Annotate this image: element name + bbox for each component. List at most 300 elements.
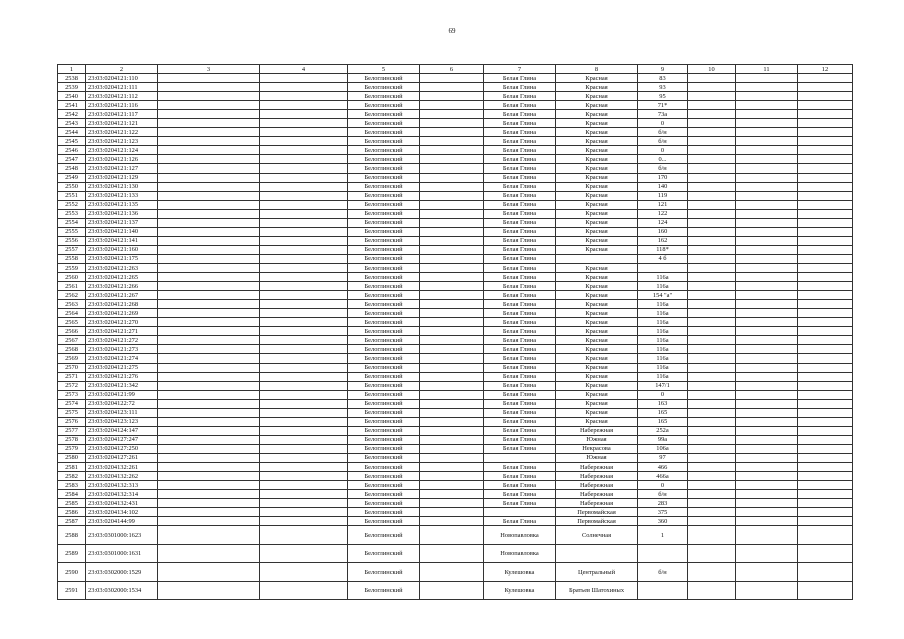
empty-cell-3 [158,463,260,472]
row-number: 2580 [58,453,86,462]
empty-cell-6 [420,263,484,272]
cadastral-number: 23:03:0204121:117 [86,110,158,119]
empty-cell-6 [420,472,484,481]
empty-cell-4 [260,372,348,381]
locality-name: Белая Глина [484,417,556,426]
empty-cell-12 [798,372,853,381]
cadastral-number: 23:03:0204121:112 [86,92,158,101]
house-number: б/н [638,164,688,173]
table-row [58,517,853,526]
locality-name: Белая Глина [484,83,556,92]
street-name: Набережная [556,426,638,435]
empty-cell-6 [420,227,484,236]
empty-cell-4 [260,200,348,209]
empty-cell-3 [158,481,260,490]
district-name: Белоглинский [348,463,420,472]
empty-cell-10 [688,273,736,282]
locality-name: Белая Глина [484,137,556,146]
row-number: 2553 [58,209,86,218]
street-name: Красная [556,408,638,417]
row-number: 2539 [58,83,86,92]
empty-cell-6 [420,544,484,563]
empty-cell-10 [688,300,736,309]
house-number: 116а [638,345,688,354]
empty-cell-11 [736,146,798,155]
empty-cell-10 [688,83,736,92]
empty-cell-3 [158,309,260,318]
locality-name: Белая Глина [484,200,556,209]
table-row [58,227,853,236]
district-name: Белоглинский [348,164,420,173]
house-number: 165 [638,417,688,426]
row-number: 2565 [58,318,86,327]
empty-cell-4 [260,173,348,182]
empty-cell-11 [736,309,798,318]
row-number: 2576 [58,417,86,426]
locality-name: Белая Глина [484,408,556,417]
empty-cell-6 [420,273,484,282]
empty-cell-12 [798,137,853,146]
empty-cell-11 [736,245,798,254]
empty-cell-12 [798,390,853,399]
district-name: Белоглинский [348,137,420,146]
empty-cell-4 [260,581,348,600]
table-row [58,345,853,354]
empty-cell-10 [688,417,736,426]
cadastral-number: 23:03:0204121:267 [86,291,158,300]
district-name: Белоглинский [348,254,420,263]
house-number: 122 [638,209,688,218]
empty-cell-4 [260,318,348,327]
empty-cell-6 [420,282,484,291]
street-name: Красная [556,191,638,200]
locality-name: Новопавловка [484,544,556,563]
row-number: 2544 [58,128,86,137]
district-name: Белоглинский [348,363,420,372]
empty-cell-11 [736,517,798,526]
empty-cell-10 [688,191,736,200]
district-name: Белоглинский [348,544,420,563]
row-number: 2560 [58,273,86,282]
street-name: Красная [556,119,638,128]
empty-cell-4 [260,517,348,526]
empty-cell-12 [798,92,853,101]
row-number: 2588 [58,526,86,545]
street-name: Красная [556,74,638,83]
column-number: 2 [86,65,158,74]
row-number: 2573 [58,390,86,399]
locality-name: Белая Глина [484,499,556,508]
row-number: 2584 [58,490,86,499]
district-name: Белоглинский [348,472,420,481]
empty-cell-4 [260,119,348,128]
empty-cell-12 [798,110,853,119]
empty-cell-6 [420,137,484,146]
empty-cell-6 [420,74,484,83]
empty-cell-12 [798,354,853,363]
empty-cell-12 [798,499,853,508]
district-name: Белоглинский [348,245,420,254]
empty-cell-12 [798,508,853,517]
empty-cell-6 [420,200,484,209]
empty-cell-10 [688,164,736,173]
cadastral-number: 23:03:0204121:116 [86,101,158,110]
empty-cell-3 [158,110,260,119]
empty-cell-3 [158,417,260,426]
empty-cell-12 [798,218,853,227]
empty-cell-6 [420,119,484,128]
empty-cell-10 [688,435,736,444]
empty-cell-4 [260,164,348,173]
table-row [58,544,853,563]
house-number: 163 [638,399,688,408]
empty-cell-10 [688,408,736,417]
locality-name: Белая Глина [484,399,556,408]
empty-cell-11 [736,499,798,508]
empty-cell-10 [688,128,736,137]
column-number: 7 [484,65,556,74]
house-number: 360 [638,517,688,526]
street-name: Красная [556,336,638,345]
street-name: Набережная [556,463,638,472]
empty-cell-11 [736,399,798,408]
district-name: Белоглинский [348,74,420,83]
empty-cell-10 [688,245,736,254]
table-row [58,191,853,200]
empty-cell-6 [420,291,484,300]
cadastral-number: 23:03:0204121:127 [86,164,158,173]
street-name: Красная [556,146,638,155]
empty-cell-6 [420,110,484,119]
street-name: Красная [556,236,638,245]
empty-cell-11 [736,254,798,263]
table-row [58,74,853,83]
empty-cell-6 [420,581,484,600]
empty-cell-4 [260,345,348,354]
cadastral-number: 23:03:0301000:1623 [86,526,158,545]
row-number: 2546 [58,146,86,155]
table-row [58,499,853,508]
district-name: Белоглинский [348,417,420,426]
street-name: Красная [556,227,638,236]
district-name: Белоглинский [348,318,420,327]
district-name: Белоглинский [348,128,420,137]
row-number: 2566 [58,327,86,336]
district-name: Белоглинский [348,381,420,390]
house-number: 116а [638,273,688,282]
row-number: 2549 [58,173,86,182]
house-number: б/н [638,490,688,499]
district-name: Белоглинский [348,435,420,444]
locality-name [484,453,556,462]
cadastral-number: 23:03:0204121:270 [86,318,158,327]
empty-cell-12 [798,563,853,582]
empty-cell-4 [260,453,348,462]
empty-cell-12 [798,318,853,327]
empty-cell-4 [260,155,348,164]
empty-cell-4 [260,363,348,372]
locality-name: Белая Глина [484,300,556,309]
empty-cell-12 [798,146,853,155]
cadastral-number: 23:03:0204123:111 [86,408,158,417]
district-name: Белоглинский [348,426,420,435]
district-name: Белоглинский [348,227,420,236]
empty-cell-3 [158,581,260,600]
empty-cell-10 [688,372,736,381]
empty-cell-3 [158,273,260,282]
cadastral-number: 23:03:0204134:102 [86,508,158,517]
column-number: 10 [688,65,736,74]
empty-cell-6 [420,372,484,381]
street-name [556,254,638,263]
cadastral-number: 23:03:0204121:275 [86,363,158,372]
empty-cell-11 [736,563,798,582]
empty-cell-4 [260,209,348,218]
empty-cell-6 [420,191,484,200]
cadastral-number: 23:03:0204121:263 [86,263,158,272]
empty-cell-11 [736,282,798,291]
empty-cell-12 [798,444,853,453]
locality-name: Белая Глина [484,282,556,291]
cadastral-number: 23:03:0204121:126 [86,155,158,164]
empty-cell-11 [736,381,798,390]
empty-cell-4 [260,327,348,336]
empty-cell-3 [158,282,260,291]
empty-cell-12 [798,381,853,390]
street-name: Братьев Шатохиных [556,581,638,600]
empty-cell-4 [260,435,348,444]
house-number: 116а [638,354,688,363]
empty-cell-11 [736,263,798,272]
empty-cell-3 [158,318,260,327]
cadastral-number: 23:03:0204124:147 [86,426,158,435]
empty-cell-3 [158,444,260,453]
street-name: Южная [556,453,638,462]
empty-cell-3 [158,526,260,545]
locality-name: Белая Глина [484,101,556,110]
district-name: Белоглинский [348,155,420,164]
empty-cell-4 [260,92,348,101]
row-number: 2540 [58,92,86,101]
empty-cell-12 [798,327,853,336]
house-number: 466 [638,463,688,472]
empty-cell-10 [688,254,736,263]
empty-cell-3 [158,435,260,444]
row-number: 2547 [58,155,86,164]
district-name: Белоглинский [348,282,420,291]
locality-name: Белая Глина [484,426,556,435]
table-row [58,218,853,227]
empty-cell-6 [420,245,484,254]
locality-name: Белая Глина [484,345,556,354]
district-name: Белоглинский [348,499,420,508]
table-row [58,282,853,291]
empty-cell-4 [260,354,348,363]
empty-cell-3 [158,146,260,155]
cadastral-number: 23:03:0204127:250 [86,444,158,453]
empty-cell-10 [688,137,736,146]
empty-cell-11 [736,426,798,435]
row-number: 2569 [58,354,86,363]
locality-name: Белая Глина [484,363,556,372]
district-name: Белоглинский [348,146,420,155]
house-number: 165 [638,408,688,417]
locality-name: Белая Глина [484,381,556,390]
locality-name: Новопавловка [484,526,556,545]
empty-cell-3 [158,182,260,191]
locality-name: Кулешовка [484,581,556,600]
row-number: 2551 [58,191,86,200]
cadastral-number: 23:03:0204132:313 [86,481,158,490]
empty-cell-10 [688,499,736,508]
table-row [58,309,853,318]
house-number: 116а [638,309,688,318]
table-row [58,363,853,372]
empty-cell-6 [420,128,484,137]
house-number: 83 [638,74,688,83]
empty-cell-6 [420,490,484,499]
empty-cell-6 [420,101,484,110]
street-name: Красная [556,182,638,191]
street-name: Красная [556,399,638,408]
empty-cell-6 [420,254,484,263]
row-number: 2582 [58,472,86,481]
empty-cell-6 [420,417,484,426]
table-row [58,581,853,600]
cadastral-number: 23:03:0204132:431 [86,499,158,508]
cadastral-number: 23:03:0204132:261 [86,463,158,472]
empty-cell-12 [798,182,853,191]
empty-cell-3 [158,345,260,354]
table-row [58,236,853,245]
empty-cell-4 [260,544,348,563]
house-number: б/н [638,137,688,146]
cadastral-number: 23:03:0204121:141 [86,236,158,245]
empty-cell-11 [736,300,798,309]
house-number: 97 [638,453,688,462]
house-number: 147/1 [638,381,688,390]
table-row [58,101,853,110]
empty-cell-10 [688,453,736,462]
table-row [58,263,853,272]
cadastral-number: 23:03:0204127:261 [86,453,158,462]
row-number: 2568 [58,345,86,354]
empty-cell-10 [688,236,736,245]
empty-cell-3 [158,363,260,372]
empty-cell-6 [420,336,484,345]
empty-cell-11 [736,209,798,218]
empty-cell-3 [158,499,260,508]
empty-cell-11 [736,581,798,600]
empty-cell-12 [798,263,853,272]
house-number: 118* [638,245,688,254]
empty-cell-10 [688,581,736,600]
cadastral-number: 23:03:0204132:262 [86,472,158,481]
table-row [58,472,853,481]
cadastral-number: 23:03:0204121:276 [86,372,158,381]
empty-cell-10 [688,101,736,110]
district-name: Белоглинский [348,83,420,92]
house-number: 116а [638,327,688,336]
empty-cell-3 [158,209,260,218]
row-number: 2581 [58,463,86,472]
empty-cell-3 [158,227,260,236]
empty-cell-12 [798,74,853,83]
street-name: Красная [556,200,638,209]
table-row [58,481,853,490]
empty-cell-10 [688,444,736,453]
empty-cell-4 [260,426,348,435]
house-number: 116а [638,372,688,381]
empty-cell-11 [736,508,798,517]
header-row [58,65,853,74]
house-number: 4 б [638,254,688,263]
row-number: 2589 [58,544,86,563]
district-name: Белоглинский [348,191,420,200]
cadastral-number: 23:03:0204121:265 [86,273,158,282]
empty-cell-6 [420,453,484,462]
table-row [58,137,853,146]
locality-name: Белая Глина [484,191,556,200]
empty-cell-11 [736,164,798,173]
district-name: Белоглинский [348,581,420,600]
empty-cell-3 [158,101,260,110]
street-name: Красная [556,354,638,363]
empty-cell-4 [260,381,348,390]
cadastral-number: 23:03:0204121:342 [86,381,158,390]
empty-cell-4 [260,137,348,146]
district-name: Белоглинский [348,218,420,227]
house-number: б/н [638,563,688,582]
empty-cell-3 [158,563,260,582]
house-number: 252а [638,426,688,435]
empty-cell-3 [158,254,260,263]
house-number: 0... [638,155,688,164]
empty-cell-11 [736,227,798,236]
empty-cell-4 [260,128,348,137]
empty-cell-4 [260,227,348,236]
locality-name [484,508,556,517]
street-name: Красная [556,417,638,426]
table-row [58,291,853,300]
row-number: 2542 [58,110,86,119]
empty-cell-4 [260,463,348,472]
street-name: Красная [556,164,638,173]
cadastral-number: 23:03:0204121:124 [86,146,158,155]
district-name: Белоглинский [348,517,420,526]
street-name: Красная [556,101,638,110]
house-number [638,544,688,563]
table-row [58,526,853,545]
empty-cell-6 [420,508,484,517]
house-number: 140 [638,182,688,191]
empty-cell-4 [260,408,348,417]
row-number: 2591 [58,581,86,600]
street-name: Центральный [556,563,638,582]
empty-cell-11 [736,273,798,282]
empty-cell-11 [736,472,798,481]
row-number: 2538 [58,74,86,83]
table-row [58,273,853,282]
empty-cell-10 [688,92,736,101]
district-name: Белоглинский [348,408,420,417]
street-name: Красная [556,282,638,291]
empty-cell-4 [260,263,348,272]
house-number: б/н [638,128,688,137]
house-number: 154 "а" [638,291,688,300]
empty-cell-3 [158,490,260,499]
cadastral-number: 23:03:0204121:121 [86,119,158,128]
